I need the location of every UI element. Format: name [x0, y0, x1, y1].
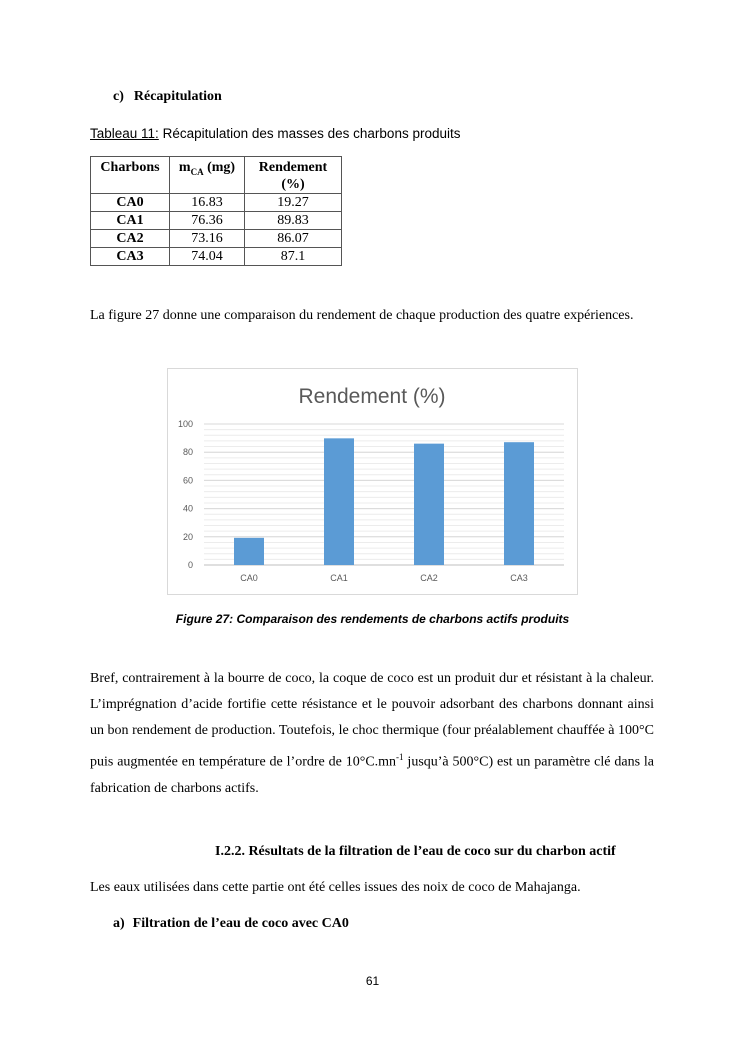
- subsection-heading: [113, 89, 222, 105]
- cell-charbon: CA0: [91, 194, 170, 212]
- cell-rendement: 87.1: [245, 248, 342, 266]
- y-tick-label: 20: [182, 531, 193, 542]
- cell-rendement: 89.83: [245, 212, 342, 230]
- header-mass: $m_{CA}$ (mg): [170, 157, 245, 194]
- rendement-chart: [167, 368, 578, 595]
- paragraph-discussion-end: jusqu’à 500°C) est un paramètre clé dans la fabrication de charbons actifs.: [90, 754, 654, 796]
- subsection-label: c): [113, 89, 124, 104]
- y-tick-label: 0: [187, 560, 193, 570]
- paragraph-discussion-sup: -1: [396, 752, 404, 762]
- cell-mass: 73.16: [170, 230, 245, 248]
- cell-rendement: 86.07: [245, 230, 342, 248]
- x-tick-label: CA0: [240, 573, 258, 583]
- bar-ca3: [504, 442, 534, 565]
- cell-rendement: 19.27: [245, 194, 342, 212]
- cell-charbon: CA2: [91, 230, 170, 248]
- subsection-title: Récapitulation: [133, 89, 222, 104]
- x-tick-label: CA3: [510, 573, 528, 583]
- y-tick-label: 40: [182, 503, 193, 514]
- cell-charbon: CA1: [91, 212, 170, 230]
- x-tick-label: CA2: [420, 573, 438, 583]
- cell-mass: 16.83: [170, 194, 245, 212]
- cell-charbon: CA3: [91, 248, 170, 266]
- x-tick-label: CA1: [330, 573, 348, 583]
- y-tick-label: 100: [177, 419, 193, 429]
- subsection-a-label: a): [113, 916, 125, 931]
- recap-table: [90, 156, 342, 266]
- table-row: [91, 212, 342, 230]
- cell-mass: 74.04: [170, 248, 245, 266]
- table-row: [91, 194, 342, 212]
- subsection-heading-a: [113, 916, 349, 932]
- table-row: [91, 230, 342, 248]
- paragraph-discussion-main: Bref, contrairement à la bourre de coco, la coque de coco est un produit dur et résistant à la chaleur. L’imprégnation d’acide fortifie cette résistance et le pouvoir adsorbant des charbons donnant ainsi un bon rendement de production. Toutefois, le choc thermique (four préalablement chauffée à 100°C puis augmentée en température de l’ordre de 10°C.mn: [90, 671, 654, 770]
- section-text: Les eaux utilisées dans cette partie ont été celles issues des noix de coco de Mahajanga.: [90, 880, 581, 895]
- page-number: 61: [365, 974, 380, 988]
- section-title: I.2.2. Résultats de la filtration de l’eau de coco sur du charbon actif: [215, 844, 616, 859]
- subsection-a-title: Filtration de l’eau de coco avec CA0: [132, 916, 349, 931]
- table-caption: [90, 126, 460, 141]
- y-tick-label: 60: [182, 475, 193, 486]
- bar-ca0: [234, 538, 264, 565]
- table-caption-label: Tableau 11:: [90, 126, 159, 141]
- figure-caption: Figure 27: Comparaison des rendements de charbons actifs produits: [175, 612, 570, 626]
- paragraph-discussion: [90, 666, 654, 802]
- paragraph-intro: La figure 27 donne une comparaison du rendement de chaque production des quatre expériences.: [90, 308, 634, 323]
- table-caption-text: Récapitulation des masses des charbons produits: [158, 126, 461, 141]
- cell-mass: 76.36: [170, 212, 245, 230]
- y-tick-label: 80: [182, 447, 193, 458]
- chart-title: Rendement (%): [298, 385, 446, 408]
- header-charbons: Charbons: [91, 157, 170, 194]
- table-row: [91, 248, 342, 266]
- table-header-row: [91, 157, 342, 194]
- bar-ca1: [324, 438, 354, 565]
- header-rendement: Rendement (%): [245, 157, 342, 194]
- bar-ca2: [414, 444, 444, 565]
